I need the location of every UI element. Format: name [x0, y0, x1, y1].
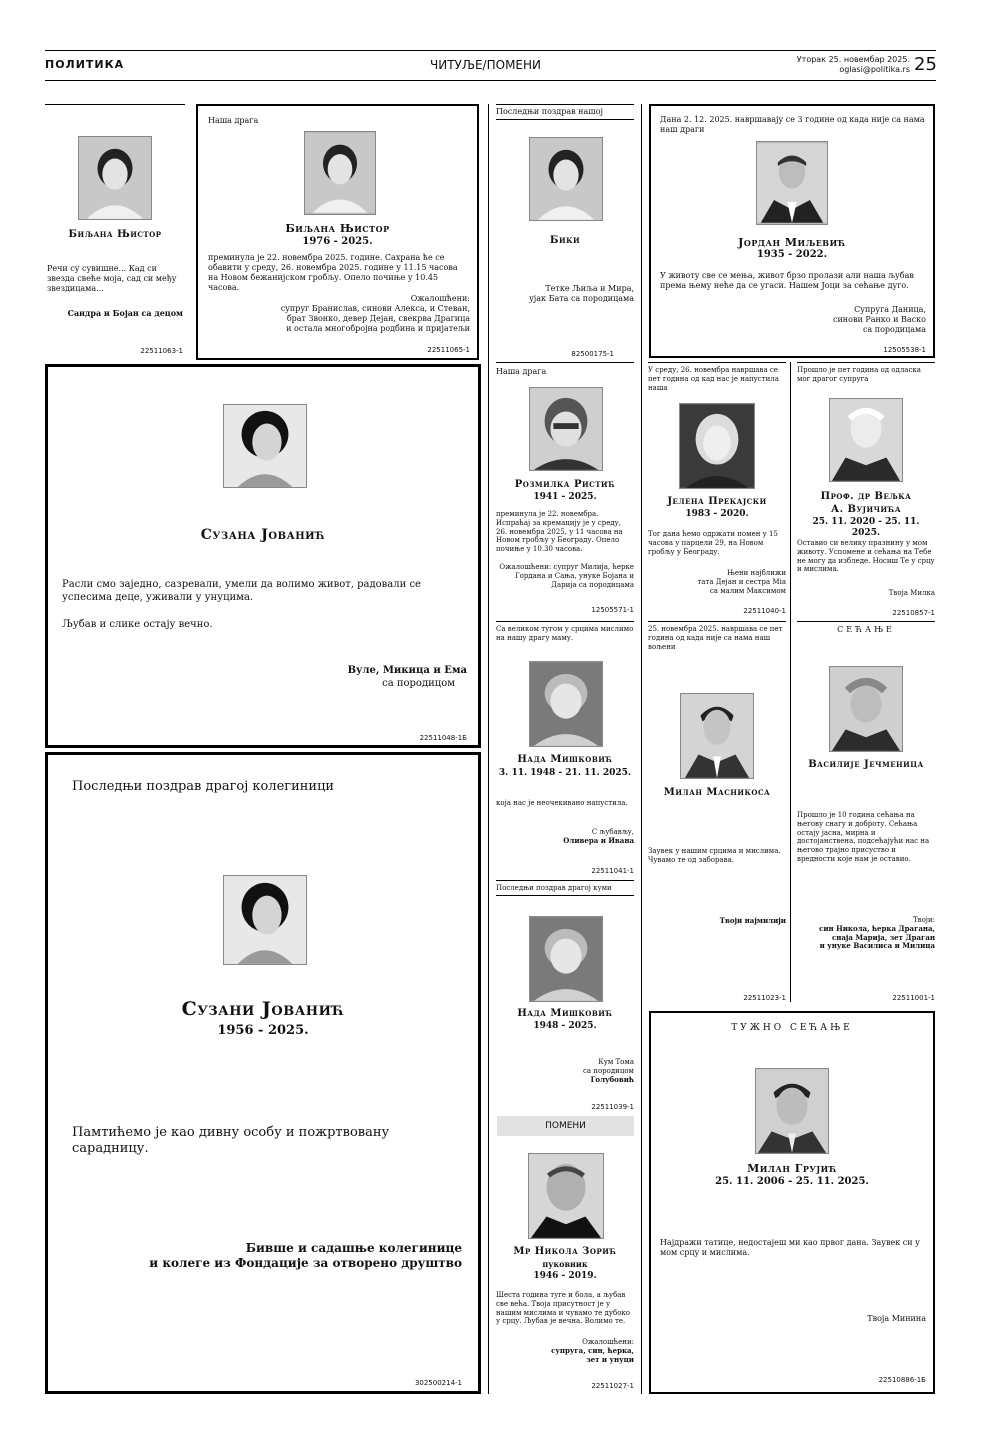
notice-top-rule [496, 362, 634, 363]
notice-top-rule [648, 621, 786, 622]
column-rule [488, 104, 489, 1394]
signature [72, 1241, 462, 1271]
portrait-photo [829, 666, 903, 752]
mourners-line: брат Звонко, девер Дејан, свекрва Драгица [286, 314, 470, 323]
ad-code: 22511001-1 [892, 994, 935, 1002]
notice-nada-2 [496, 880, 634, 1114]
notice-jelena [648, 362, 786, 618]
signature-line: и унуке Василиса и Милица [819, 941, 935, 951]
ad-code: 22511040-1 [743, 607, 786, 615]
notice-biki [496, 104, 634, 360]
portrait-photo [304, 131, 376, 215]
notice-intro: Наша драга [496, 367, 547, 376]
portrait-icon [530, 917, 602, 1001]
signature-line: и колеге из Фондације за отворено друштво [149, 1256, 462, 1270]
signature-line: са породицама [862, 325, 926, 334]
signature-line: Њени најближи [727, 569, 786, 577]
header-date-block [740, 55, 910, 74]
mourners-line: зет и унуци [586, 1354, 634, 1364]
notice-vasilije [797, 621, 935, 1006]
ad-code: 302500214-1 [414, 1379, 462, 1387]
notice-rule [496, 895, 634, 896]
ad-code: 22511023-1 [743, 994, 786, 1002]
portrait-icon [830, 667, 902, 751]
life-years: 25. 11. 2020 - 25. 11. 2025. [812, 517, 920, 539]
notice-heading: СЕЋАЊЕ [837, 625, 895, 634]
signature [797, 916, 935, 951]
ad-code: 22511048-1Б [419, 734, 467, 742]
life-years: 1956 - 2025. [217, 1023, 309, 1038]
signature-line: синови Ранко и Васко [832, 315, 926, 324]
header-top-rule [45, 50, 936, 51]
notice-top-rule [496, 104, 634, 105]
notice-intro: Прошло је пет година од одласка мог драгог супруга [797, 366, 921, 383]
signature: Твоји најмилији [719, 916, 786, 925]
portrait-icon [681, 694, 753, 778]
signature-line: С љубављу, [591, 828, 634, 836]
ad-code: 22511065-1 [427, 346, 470, 354]
signature-line: снаја Марија, зет Драган [831, 932, 935, 942]
notice-intro: Последњи поздрав нашој [496, 107, 603, 116]
portrait-photo [680, 693, 754, 779]
deceased-name-line: А. Вујичића [830, 503, 902, 515]
deceased-name: Јелена Прекајски [667, 496, 767, 507]
signature-line: Голубовић [590, 1074, 634, 1084]
deceased-name: Нада Мишковић [517, 754, 613, 765]
notice-intro: Наша драга [208, 116, 259, 125]
signature-line: ујак Бата са породицама [529, 294, 634, 303]
notice-text: Речи су сувишне... Кад си звезда свеће моја, сад си међу звездицама... [47, 264, 177, 293]
portrait-photo [223, 404, 307, 488]
life-years: 1983 - 2020. [685, 509, 749, 519]
rank: пуковник [542, 1259, 588, 1269]
notice-top-rule [797, 362, 935, 363]
notice-nikola-zoric [496, 1140, 634, 1392]
notice-milan-grujic-boxed [649, 1011, 935, 1394]
notice-suzani-boxed [45, 752, 481, 1394]
signature [496, 828, 634, 846]
deceased-name [797, 491, 935, 516]
column-rule [790, 362, 791, 1002]
portrait-photo [679, 403, 755, 489]
ad-code: 22510886-1Б [878, 1376, 926, 1384]
portrait-icon [224, 876, 306, 964]
mourners-label: Ожалошћени: [410, 294, 470, 303]
ad-code: 12505538-1 [883, 346, 926, 354]
signature [496, 284, 634, 304]
notice-veljko [797, 362, 935, 618]
notice-intro: Последњи поздрав драгој колегиници [72, 779, 335, 794]
portrait-photo [529, 137, 603, 221]
signature [660, 305, 926, 335]
portrait-icon [305, 132, 375, 214]
signature-line: Кум Тома [598, 1058, 634, 1066]
section-title: ЧИТУЉЕ/ПОМЕНИ [430, 58, 541, 72]
signature: Сандра и Бојан са децом [67, 308, 183, 318]
deceased-name: Биљана Њистор [285, 222, 390, 235]
signature [648, 569, 786, 595]
masthead-logo: ПОЛИТИКА [45, 58, 125, 71]
notice-text: Заувек у нашим срцима и мислима. Чувамо те од заборава. [648, 847, 781, 864]
portrait-photo [755, 1068, 829, 1154]
notice-text: која нас је неочекивано напустила. [496, 799, 628, 807]
notice-text: Оставио си велику празнину у мом животу. Успомене и сећања на Тебе не могу да избледе. Носиш Те у срцу и мислима. [797, 539, 935, 574]
notice-text: Прошло је 10 година сећања на његову снагу и доброту. Сећања остају јасна, мирна и достојанствена, подсећајући нас на његово трајно присуство и вредности које нам је оставио. [797, 811, 930, 863]
portrait-photo [756, 141, 828, 225]
portrait-photo [529, 916, 603, 1002]
notice-text: преминула је 22. новембра. Испраћај за кремацију је у среду, 26. новембра 2025, у 11 часова на Новом гробљу у Београду. Опело почиње у 10.30 часова. [496, 510, 623, 553]
notice-text: У животу све се мења, живот брзо пролази али наша љубав према њему неће да се угаси. Нашем Јоци за сећање дуго. [660, 271, 914, 290]
signature [62, 665, 467, 690]
notice-biljana-boxed [196, 104, 479, 360]
notice-text: Шеста година туге и бола, а љубав све већа. Твоја присутност је у нашим мислима и чувамо те дубоко у срцу. Љубав је вечна. Волимо те. [496, 1291, 630, 1326]
notice-text: Расли смо заједно, сазревали, умели да волимо живот, радовали се успесима деце, уживали у унуцима. [62, 579, 421, 603]
signature-line: Бивше и садашње колегинице [245, 1241, 462, 1255]
mourners-line: и остала многобројна родбина и пријатељи [286, 324, 470, 333]
deceased-name: Мр Никола Зорић [513, 1246, 617, 1257]
notice-top-rule [496, 880, 634, 881]
notice-biljana-small [45, 104, 185, 358]
signature-line: Тетке Љиља и Мира, [545, 284, 634, 293]
signature: Твоја Минина [867, 1314, 926, 1323]
portrait-icon [757, 142, 827, 224]
life-years: 25. 11. 2006 - 25. 11. 2025. [715, 1176, 869, 1187]
deceased-name: Розмилка Ристић [514, 479, 616, 490]
signature-line: са породицом [382, 677, 455, 689]
pomeni-section-label: ПОМЕНИ [497, 1116, 634, 1136]
notice-intro: 25. новембра 2025. навршава се пет година од када није са нама наш вољени [648, 625, 783, 651]
signature-line: Оливера и Ивана [563, 835, 634, 845]
deceased-name-line: Проф. др Вељка [820, 491, 912, 502]
deceased-name: Сузана Јованић [200, 527, 326, 543]
ad-code: 22511041-1 [591, 867, 634, 875]
portrait-icon [756, 1069, 828, 1153]
notice-intro: Са великом тугом у срцима мислимо на нашу драгу маму. [496, 625, 634, 642]
column-rule [641, 104, 642, 1394]
portrait-icon [79, 137, 151, 219]
signature-line: са малим Максимом [709, 586, 786, 595]
deceased-name: Јордан Миљевић [738, 236, 846, 249]
mourners-line: супруг Бранислав, синови Алекса, и Стеван, [280, 304, 470, 313]
portrait-photo [829, 398, 903, 482]
header-bottom-rule [45, 80, 936, 81]
signature-line: Супруга Даница, [854, 305, 926, 314]
life-years: 3. 11. 1948 - 21. 11. 2025. [498, 768, 632, 778]
notice-rule [496, 119, 634, 120]
notice-text: преминула је 22. новембра 2025. године. Сахрана ће се обавити у среду, 26. новембра 2025. године у 11.15 часова на Новом бежанијском гробљу. Опело почиње у 10.45 часова. [208, 253, 458, 292]
notice-text: Тог дана ћемо одржати помен у 15 часова у парцели 29, на Новом гробљу у Београду. [648, 530, 778, 556]
mourners-line: супруга, син, ћерка, [551, 1345, 634, 1355]
notice-heading: ТУЖНО СЕЋАЊЕ [731, 1023, 853, 1033]
ad-code: 22511063-1 [140, 347, 183, 355]
portrait-photo [529, 661, 603, 747]
portrait-photo [529, 387, 603, 471]
deceased-name: Бики [549, 235, 581, 246]
notice-top-rule [496, 621, 634, 622]
notice-rozmilka [496, 362, 634, 618]
ad-code: 22510857-1 [892, 609, 935, 617]
notice-text: Најдражи татице, недостајеш ми као првог дана. Заувек си у мом срцу и мислима. [660, 1238, 920, 1257]
mourners: Ожалошћени: супруг Милија, ћерке Гордана и Сања, унуке Бојана и Дарија са породицама [499, 563, 634, 589]
notice-suzana-boxed [45, 364, 481, 748]
notice-intro: Дана 2. 12. 2025. навршавају се 3 године од када није са нама наш драги [660, 115, 925, 134]
life-years: 1976 - 2025. [302, 236, 373, 247]
portrait-photo [223, 875, 307, 965]
signature: Твоја Милка [888, 589, 935, 597]
notice-top-rule [648, 362, 786, 363]
mourners [208, 294, 470, 334]
life-years: 1948 - 2025. [533, 1021, 597, 1031]
signature-line: Вуле, Микица и Ема [347, 665, 467, 676]
deceased-name: Биљана Њистор [68, 229, 162, 240]
deceased-name: Милан Масникоса [663, 787, 771, 798]
deceased-name: Нада Мишковић [517, 1008, 613, 1019]
portrait-photo [78, 136, 152, 220]
portrait-icon [530, 388, 602, 470]
notice-intro: Последњи поздрав драгој куми [496, 884, 612, 892]
signature-line: тата Дејан и сестра Мia [697, 577, 786, 586]
mourners-label: Ожалошћени: [582, 1338, 634, 1346]
mourners [496, 1338, 634, 1364]
ad-code: 22511039-1 [591, 1103, 634, 1111]
portrait-photo [528, 1153, 604, 1239]
notice-intro: У среду, 26. новембра навршава се пет година од кад нас је напустила наша [648, 366, 779, 392]
ad-code: 82500175-1 [571, 350, 614, 358]
notice-text-2: Љубав и слике остају вечно. [62, 619, 213, 630]
signature [496, 1058, 634, 1084]
notice-top-rule [45, 104, 185, 105]
header-date: Уторак 25. новембар 2025. [796, 55, 910, 64]
signature-line: Твоји: [912, 916, 935, 924]
header-email[interactable]: oglasi@politika.rs [839, 64, 910, 74]
life-years: 1946 - 2019. [533, 1271, 597, 1281]
portrait-icon [830, 399, 902, 481]
portrait-icon [680, 404, 754, 488]
ad-code: 22511027-1 [591, 1382, 634, 1390]
notice-text: Памтићемо је као дивну особу и пожртвовану сарадницу. [72, 1125, 390, 1157]
life-years: 1935 - 2022. [756, 249, 828, 260]
notice-top-rule [797, 621, 935, 622]
ad-code: 12505571-1 [591, 606, 634, 614]
signature-line: син Никола, ћерка Драгана, [819, 923, 935, 933]
portrait-icon [529, 1154, 603, 1238]
notice-milan-masnikosa [648, 621, 786, 1006]
life-years: 1941 - 2025. [533, 492, 597, 502]
portrait-icon [224, 405, 306, 487]
portrait-icon [530, 662, 602, 746]
deceased-name: Сузани Јованић [181, 998, 345, 1020]
notice-jordan-boxed [649, 104, 935, 358]
deceased-name: Василије Јечменица [808, 759, 924, 770]
portrait-icon [530, 138, 602, 220]
page-number: 25 [914, 54, 937, 75]
signature-line: са породицом [582, 1066, 634, 1075]
deceased-name: Милан Грујић [747, 1162, 837, 1175]
notice-nada-1 [496, 621, 634, 877]
